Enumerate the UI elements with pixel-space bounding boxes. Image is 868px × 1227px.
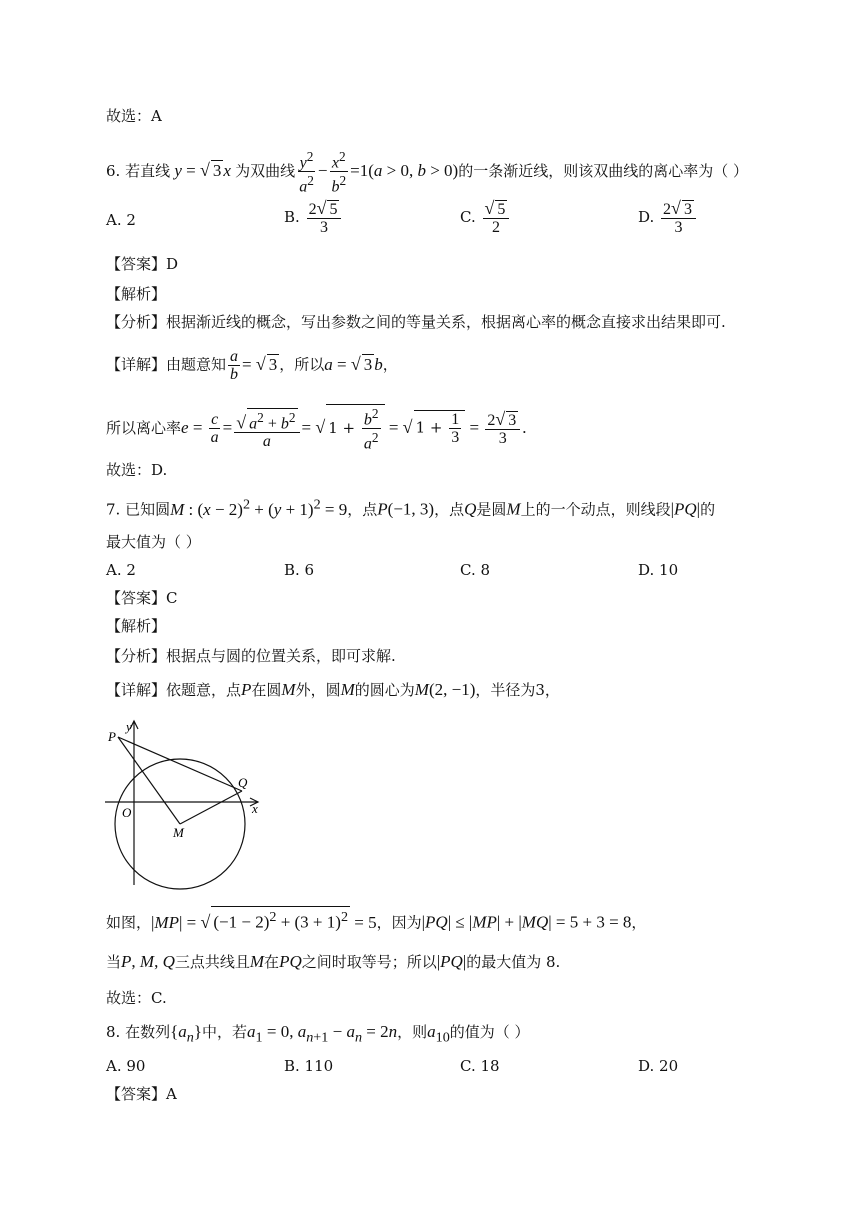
- q6-post: 的一条渐近线，则该双曲线的离心率为（ ）: [458, 161, 748, 180]
- q7-option-c: C. 8: [460, 561, 491, 579]
- q7-option-d: D. 10: [638, 561, 679, 579]
- q6-option-a: A. 2: [106, 211, 136, 229]
- q8-option-b: B. 110: [284, 1057, 334, 1075]
- q8-option-c: C. 18: [460, 1057, 500, 1075]
- label-o: O: [122, 805, 132, 820]
- q7-option-b: B. 6: [284, 561, 315, 579]
- q7-answer: 【答案】C: [106, 589, 178, 607]
- q6-answer: 【答案】D: [106, 255, 179, 273]
- q8-option-a: A. 90: [106, 1057, 146, 1075]
- q7-detail: 【详解】依题意，点P在圆M外，圆M的圆心为M(2, −1)，半径为3，: [106, 680, 560, 699]
- label-x: x: [252, 801, 258, 816]
- q6-option-d: D. $\frac{2√ 3}{3}$: [638, 200, 698, 236]
- label-y: y: [126, 719, 132, 734]
- q6-eccentricity: 所以离心率e = $\frac{c}{a}$ = $\frac{√ a^2 + b^2}{a}$ = √ 1 + $\frac{b^2}{a^2}$ = √ 1 + $\frac{1}{3}$ = $\frac{2√ 3}{3}$ .: [106, 406, 527, 453]
- q7-analysis: 【分析】根据点与圆的位置关系，即可求解.: [106, 647, 396, 665]
- q7-option-a: A. 2: [106, 561, 136, 579]
- circle-diagram: [100, 715, 270, 890]
- q8-option-d: D. 20: [638, 1057, 679, 1075]
- q6-choice: 故选：D.: [106, 461, 168, 479]
- q6-mid: 为双曲线: [235, 161, 296, 180]
- q8-stem: 8. 在数列$\{a_n\}$中，若$a_1 = 0$, $a_{n+1} - a_n = 2n$，则$a_{10}$的值为（ ）: [106, 1022, 530, 1046]
- q6-detail: 【详解】由题意知 $\frac{a}{b}$ = √ 3 ，所以a = √ 3 b，: [106, 348, 398, 383]
- q7-analysis-title: 【解析】: [106, 617, 167, 635]
- line-prev-answer: 故选：A: [106, 107, 162, 125]
- q6-analysis-title: 【解析】: [106, 285, 167, 303]
- q6-analysis: 【分析】根据渐近线的概念，写出参数之间的等量关系，根据离心率的概念直接求出结果即可.: [106, 313, 726, 331]
- q7-equality: 当P, M, Q三点共线且M在PQ之间时取等号；所以|PQ|的最大值为 8.: [106, 952, 561, 971]
- q7-figure-explain: 如图，|MP| = √ $(-1 - 2)^2 + (3 + 1)^2 = 5$，因为|PQ| ≤ |MP| + |MQ| = 5 + 3 = 8，: [106, 906, 646, 933]
- q6-option-c: C. $\frac{√ 5}{2}$: [460, 200, 511, 236]
- q6-stem: 6. 若直线 y = √ 3 x 为双曲线 $\frac{y^2}{a^2}$ − $\frac{x^2}{b^2}$ =1(a > 0, b > 0)的一条渐近线，则该双曲线的离心率为（ ）: [106, 149, 748, 196]
- q6-option-b: B. $\frac{2√ 5}{3}$: [284, 200, 343, 236]
- label-q: Q: [238, 775, 248, 790]
- label-p: P: [108, 729, 116, 744]
- q7-stem-line2: 最大值为（ ）: [106, 533, 201, 551]
- q6-pre: 6. 若直线: [106, 161, 171, 180]
- q7-stem: 7. 已知圆M : $(x - 2)^2 + (y + 1)^2 = 9$，点P(−1, 3)，点Q是圆M上的一个动点，则线段|PQ|的: [106, 496, 716, 519]
- q7-choice: 故选：C.: [106, 989, 167, 1007]
- q8-answer: 【答案】A: [106, 1085, 177, 1103]
- label-m: M: [173, 825, 184, 840]
